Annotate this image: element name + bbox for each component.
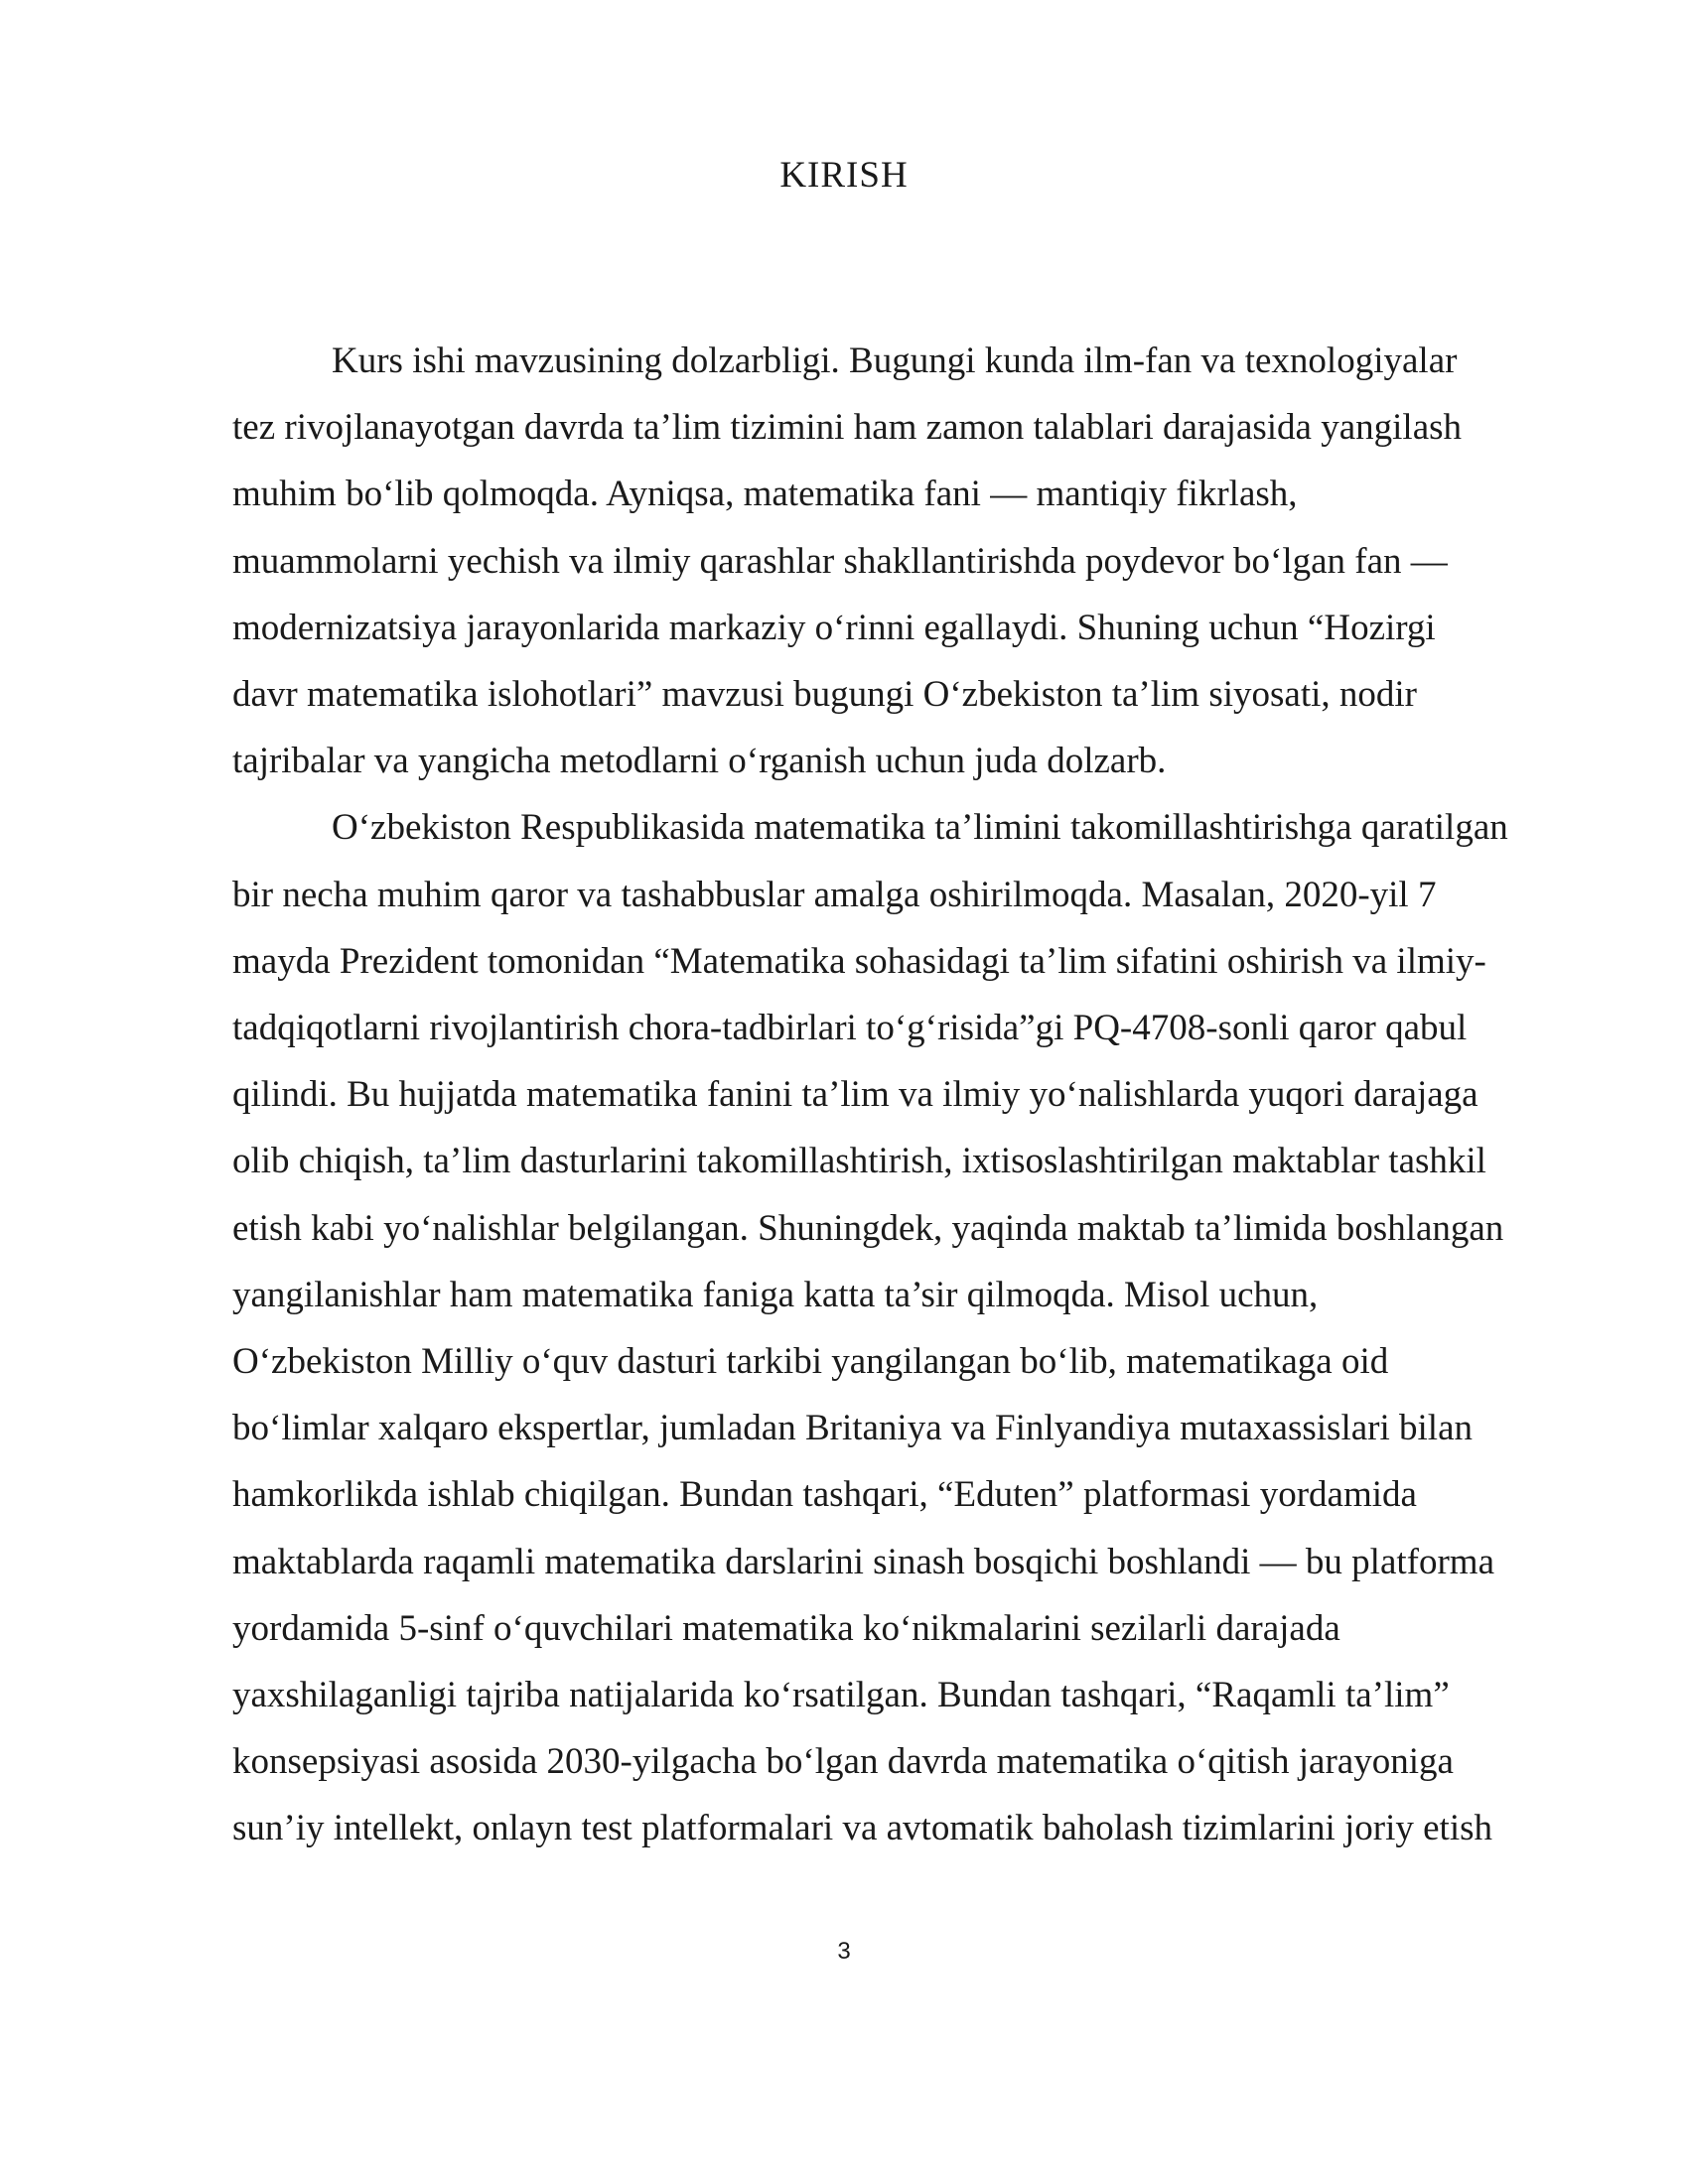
text-line: yaxshilaganligi tajriba natijalarida ko‘rsatilgan. Bundan tashqari, “Raqamli ta’lim” xyxy=(232,1675,1450,1716)
text-line: bir necha muhim qaror va tashabbuslar amalga oshirilmoqda. Masalan, 2020-yil 7 xyxy=(232,874,1437,915)
text-line: mayda Prezident tomonidan “Matematika sohasidagi ta’lim sifatini oshirish va ilmiy- xyxy=(232,940,1486,982)
section-heading: KIRISH xyxy=(779,155,909,196)
text-line: olib chiqish, ta’lim dasturlarini takomillashtirish, ixtisoslashtirilgan maktablar tashkil xyxy=(232,1141,1486,1182)
text-line: hamkorlikda ishlab chiqilgan. Bundan tashqari, “Eduten” platformasi yordamida xyxy=(232,1474,1417,1516)
text-line: tez rivojlanayotgan davrda ta’lim tizimini ham zamon talablari darajasida yangilash xyxy=(232,407,1463,449)
text-line: tajribalar va yangicha metodlarni o‘rganish uchun juda dolzarb. xyxy=(232,741,1167,782)
page-number: 3 xyxy=(837,1938,851,1965)
text-line: tadqiqotlarni rivojlantirish chora-tadbirlari to‘g‘risida”gi PQ-4708-sonli qaror qabul xyxy=(232,1008,1468,1049)
body-text xyxy=(232,328,1563,1862)
text-line: modernizatsiya jarayonlarida markaziy o‘rinni egallaydi. Shuning uchun “Hozirgi xyxy=(232,607,1436,648)
text-line: davr matematika islohotlari” mavzusi bugungi O‘zbekiston ta’lim siyosati, nodir xyxy=(232,674,1417,716)
text-line: etish kabi yo‘nalishlar belgilangan. Shuningdek, yaqinda maktab ta’limida boshlangan xyxy=(232,1207,1504,1249)
text-line: yordamida 5-sinf o‘quvchilari matematika ko‘nikmalarini sezilarli darajada xyxy=(232,1607,1340,1649)
text-line: bo‘limlar xalqaro ekspertlar, jumladan Britaniya va Finlyandiya mutaxassislari bilan xyxy=(232,1408,1473,1449)
text-line: O‘zbekiston Respublikasida matematika ta’limini takomillashtirishga qaratilgan xyxy=(332,807,1508,849)
text-line: qilindi. Bu hujjatda matematika fanini ta’lim va ilmiy yo‘nalishlarda yuqori darajaga xyxy=(232,1074,1478,1116)
text-line: maktablarda raqamli matematika darslarini sinash bosqichi boshlandi — bu platforma xyxy=(232,1541,1495,1582)
text-line: muammolarni yechish va ilmiy qarashlar shakllantirishda poydevor bo‘lgan fan — xyxy=(232,540,1448,582)
text-line: yangilanishlar ham matematika faniga katta ta’sir qilmoqda. Misol uchun, xyxy=(232,1274,1319,1315)
text-line: Kurs ishi mavzusining dolzarbligi. Bugungi kunda ilm-fan va texnologiyalar xyxy=(332,341,1458,381)
text-line: konsepsiyasi asosida 2030-yilgacha bo‘lgan davrda matematika o‘qitish jarayoniga xyxy=(232,1741,1454,1783)
text-line: sun’iy intellekt, onlayn test platformalari va avtomatik baholash tizimlarini joriy etish xyxy=(232,1808,1493,1849)
text-line: muhim bo‘lib qolmoqda. Ayniqsa, matematika fani — mantiqiy fikrlash, xyxy=(232,474,1298,515)
text-line: O‘zbekiston Milliy o‘quv dasturi tarkibi yangilangan bo‘lib, matematikaga oid xyxy=(232,1341,1389,1383)
